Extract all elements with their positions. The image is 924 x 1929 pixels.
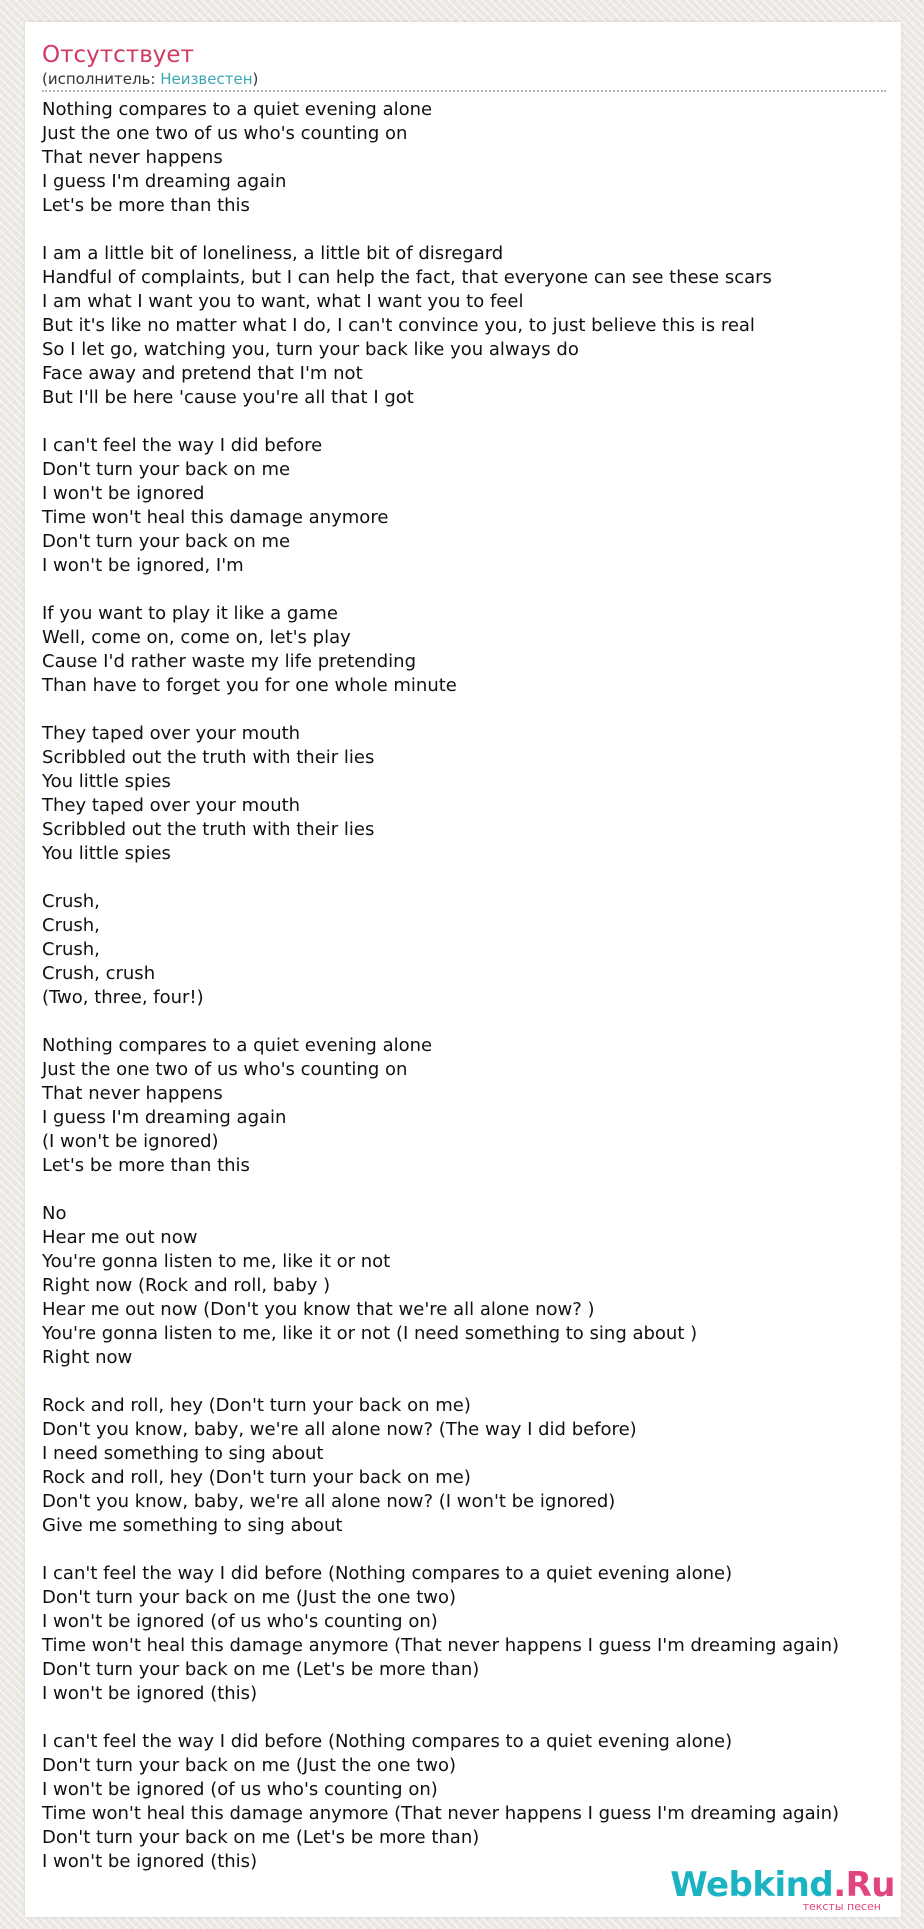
lyric-line: Scribbled out the truth with their lies: [42, 747, 375, 768]
lyric-line: Time won't heal this damage anymore: [42, 507, 389, 528]
lyric-line: (Two, three, four!): [42, 987, 204, 1008]
lyric-line: Scribbled out the truth with their lies: [42, 819, 375, 840]
brand-tld: .Ru: [833, 1865, 895, 1905]
lyric-line: I won't be ignored: [42, 483, 205, 504]
lyric-line: Cause I'd rather waste my life pretending: [42, 651, 417, 672]
lyric-line: You're gonna listen to me, like it or not (I need something to sing about ): [42, 1323, 698, 1344]
artist-suffix: ): [252, 70, 259, 88]
lyric-line: But I'll be here 'cause you're all that I got: [42, 387, 414, 408]
lyric-line: Don't turn your back on me (Just the one two): [42, 1587, 457, 1608]
artist-line: [42, 70, 258, 88]
lyric-line: Crush,: [42, 891, 100, 912]
lyric-line: Crush,: [42, 915, 100, 936]
lyric-line: If you want to play it like a game: [42, 603, 338, 624]
lyric-line: Than have to forget you for one whole minute: [42, 675, 457, 696]
lyric-blank-line: [42, 1370, 901, 1394]
lyric-line: Don't turn your back on me: [42, 531, 291, 552]
song-title: Отсутствует: [42, 42, 194, 68]
lyric-line: I can't feel the way I did before (Nothing compares to a quiet evening alone): [42, 1563, 733, 1584]
lyric-line: Don't turn your back on me (Let's be more than): [42, 1659, 480, 1680]
lyric-blank-line: [42, 698, 901, 722]
lyric-line: I won't be ignored (this): [42, 1851, 258, 1872]
lyric-line: Right now: [42, 1347, 133, 1368]
lyric-line: Just the one two of us who's counting on: [42, 123, 408, 144]
lyric-line: I won't be ignored (of us who's counting on): [42, 1611, 438, 1632]
lyric-line: Don't turn your back on me (Just the one two): [42, 1755, 457, 1776]
lyric-blank-line: [42, 410, 901, 434]
artist-prefix: (исполнитель:: [42, 70, 161, 88]
lyric-line: I can't feel the way I did before (Nothing compares to a quiet evening alone): [42, 1731, 733, 1752]
lyric-line: So I let go, watching you, turn your back like you always do: [42, 339, 579, 360]
lyric-blank-line: [42, 578, 901, 602]
lyric-line: I need something to sing about: [42, 1443, 324, 1464]
lyric-line: I won't be ignored (of us who's counting on): [42, 1779, 438, 1800]
webkind-logo[interactable]: [670, 1865, 895, 1915]
lyric-line: (I won't be ignored): [42, 1131, 219, 1152]
brand-tagline: тексты песен: [802, 1900, 881, 1913]
brand-name: Webkind: [670, 1865, 834, 1905]
lyric-line: That never happens: [42, 147, 223, 168]
lyric-line: Give me something to sing about: [42, 1515, 343, 1536]
lyric-line: Hear me out now: [42, 1227, 198, 1248]
lyric-line: Handful of complaints, but I can help the fact, that everyone can see these scars: [42, 267, 772, 288]
lyric-line: Rock and roll, hey (Don't turn your back on me): [42, 1395, 471, 1416]
lyric-line: You little spies: [42, 843, 171, 864]
lyric-line: Hear me out now (Don't you know that we're all alone now? ): [42, 1299, 595, 1320]
lyric-line: Well, come on, come on, let's play: [42, 627, 351, 648]
lyrics-card: [25, 22, 901, 1917]
lyric-line: Time won't heal this damage anymore (That never happens I guess I'm dreaming again): [42, 1635, 840, 1656]
lyric-line: Don't you know, baby, we're all alone now? (I won't be ignored): [42, 1491, 616, 1512]
lyric-line: Don't you know, baby, we're all alone now? (The way I did before): [42, 1419, 637, 1440]
lyric-line: Just the one two of us who's counting on: [42, 1059, 408, 1080]
lyric-line: Nothing compares to a quiet evening alone: [42, 1035, 433, 1056]
lyric-blank-line: [42, 866, 901, 890]
lyric-line: I guess I'm dreaming again: [42, 1107, 287, 1128]
lyric-blank-line: [42, 1010, 901, 1034]
lyric-line: Don't turn your back on me: [42, 459, 291, 480]
lyrics-text: [42, 98, 901, 1874]
lyric-line: Right now (Rock and roll, baby ): [42, 1275, 331, 1296]
lyric-line: I am a little bit of loneliness, a little bit of disregard: [42, 243, 504, 264]
lyric-line: Crush,: [42, 939, 100, 960]
lyric-line: I am what I want you to want, what I want you to feel: [42, 291, 524, 312]
lyric-line: No: [42, 1203, 67, 1224]
lyric-line: You little spies: [42, 771, 171, 792]
lyric-line: Don't turn your back on me (Let's be more than): [42, 1827, 480, 1848]
lyric-line: Let's be more than this: [42, 195, 250, 216]
lyric-line: Rock and roll, hey (Don't turn your back on me): [42, 1467, 471, 1488]
lyric-blank-line: [42, 1538, 901, 1562]
lyric-line: I won't be ignored, I'm: [42, 555, 244, 576]
lyric-line: They taped over your mouth: [42, 723, 301, 744]
lyric-blank-line: [42, 1178, 901, 1202]
lyric-line: They taped over your mouth: [42, 795, 301, 816]
lyric-line: Nothing compares to a quiet evening alone: [42, 99, 433, 120]
lyric-blank-line: [42, 1706, 901, 1730]
lyric-line: But it's like no matter what I do, I can't convince you, to just believe this is real: [42, 315, 755, 336]
lyric-line: I can't feel the way I did before: [42, 435, 323, 456]
lyric-line: I guess I'm dreaming again: [42, 171, 287, 192]
lyric-line: You're gonna listen to me, like it or not: [42, 1251, 391, 1272]
dotted-divider: [42, 90, 886, 92]
lyric-blank-line: [42, 218, 901, 242]
lyric-line: Crush, crush: [42, 963, 156, 984]
brand-wordmark: [670, 1865, 895, 1905]
lyric-line: That never happens: [42, 1083, 223, 1104]
lyric-line: Face away and pretend that I'm not: [42, 363, 363, 384]
artist-link[interactable]: Неизвестен: [160, 70, 253, 88]
lyric-line: Let's be more than this: [42, 1155, 250, 1176]
lyric-line: I won't be ignored (this): [42, 1683, 258, 1704]
lyric-line: Time won't heal this damage anymore (That never happens I guess I'm dreaming again): [42, 1803, 840, 1824]
